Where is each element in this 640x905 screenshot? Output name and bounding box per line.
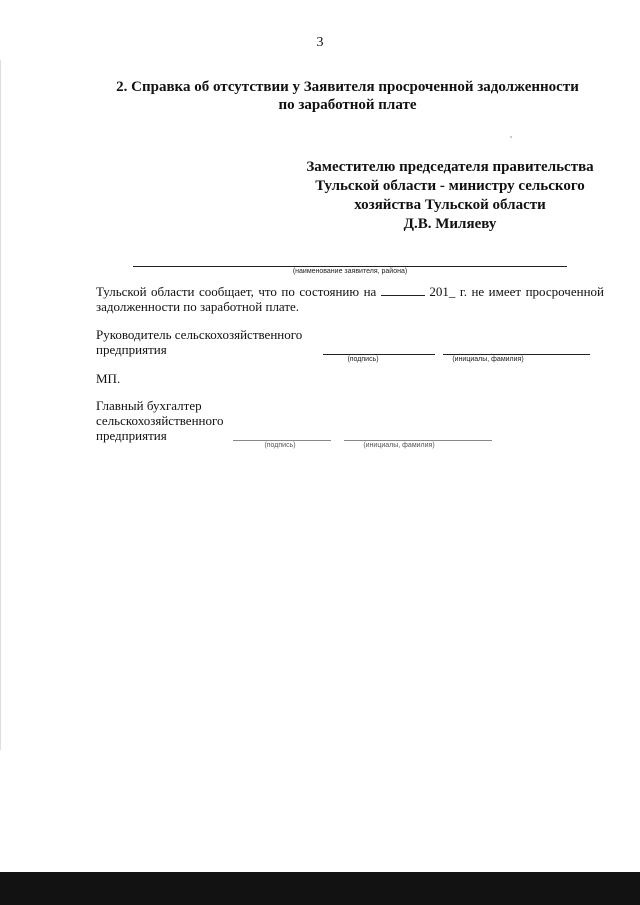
accountant-signature-label [96, 398, 224, 443]
head-label-line-1: Руководитель сельскохозяйственного [96, 327, 303, 342]
scan-speck [510, 136, 512, 138]
addressee-line-3: хозяйства Тульской области [354, 197, 546, 213]
document-heading [60, 78, 635, 114]
accountant-label-line-2: сельскохозяйственного [96, 413, 224, 428]
head-signature-line [323, 354, 435, 355]
accountant-signature-caption: (подпись) [264, 442, 296, 449]
heading-line-1: 2. Справка об отсутствии у Заявителя просроченной задолженности [116, 79, 579, 95]
accountant-name-line [344, 440, 492, 441]
head-signature-caption: (подпись) [347, 356, 379, 363]
addressee-block [270, 158, 630, 234]
statement-part-1: Тульской области сообщает, что по состоянию на [96, 284, 377, 299]
head-name-caption: (инициалы, фамилия) [452, 356, 524, 363]
heading-line-2: по заработной плате [278, 97, 417, 113]
addressee-line-2: Тульской области - министру сельского [315, 178, 585, 194]
statement-year: 201_ [429, 284, 456, 299]
page-number: 3 [316, 35, 324, 50]
head-signature-label [96, 327, 302, 357]
stamp-label: МП. [96, 371, 121, 386]
applicant-caption: (наименование заявителя, района) [292, 268, 408, 275]
scan-edge [0, 60, 3, 750]
head-name-line [443, 354, 590, 355]
accountant-label-line-1: Главный бухгалтер [96, 398, 202, 413]
addressee-line-1: Заместителю председателя правительства [306, 159, 594, 175]
applicant-name-line [133, 266, 567, 267]
head-label-line-2: предприятия [96, 342, 167, 357]
statement-part-2: г. не имеет просроченной задолженности по заработной плате. [96, 284, 604, 314]
addressee-line-4: Д.В. Миляеву [403, 216, 497, 232]
date-blank [381, 284, 425, 296]
accountant-name-caption: (инициалы, фамилия) [363, 442, 435, 449]
scan-bottom-band [0, 872, 640, 905]
accountant-signature-line [233, 440, 331, 441]
statement-paragraph [96, 284, 604, 314]
accountant-label-line-3: предприятия [96, 428, 167, 443]
